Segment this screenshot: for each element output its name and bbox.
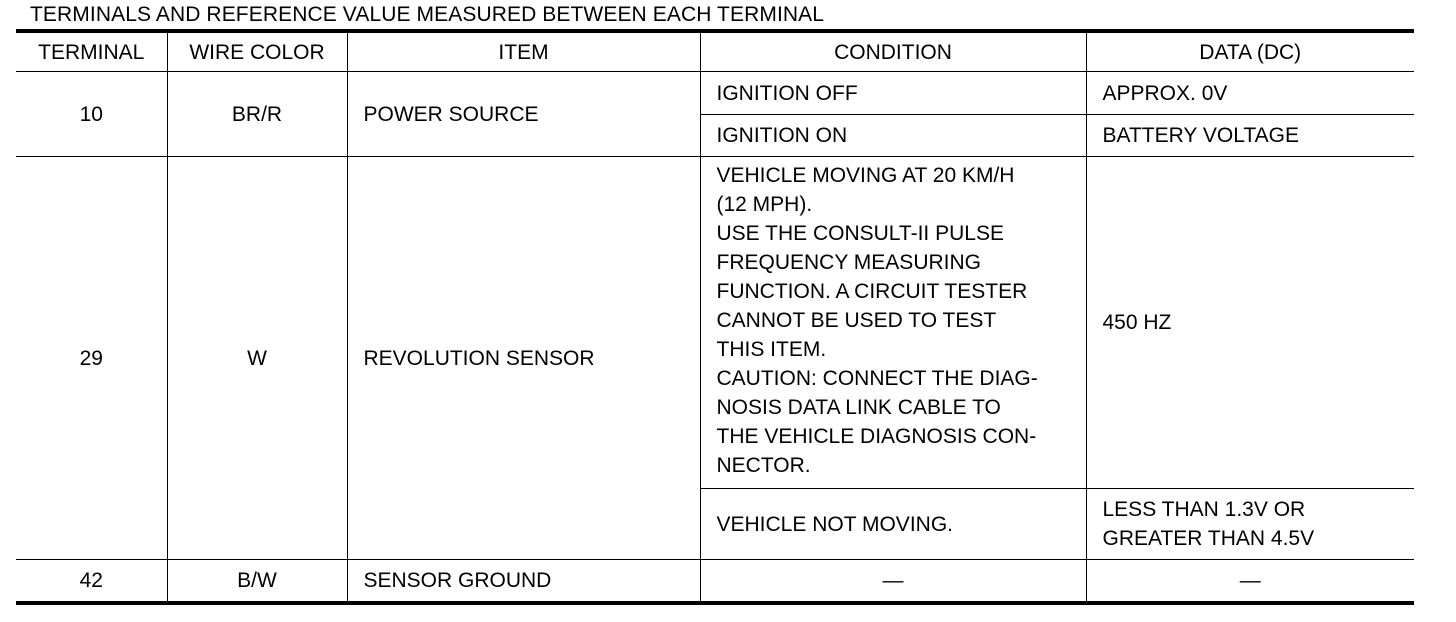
page-title: TERMINALS AND REFERENCE VALUE MEASURED BETWEEN EACH TERMINAL (30, 3, 825, 26)
data-cell: 450 HZ (1086, 157, 1414, 489)
terminal-cell: 29 (16, 157, 167, 560)
terminals-table (16, 29, 1414, 605)
table-row (16, 72, 1414, 115)
item-cell: POWER SOURCE (347, 72, 700, 157)
item-cell: SENSOR GROUND (347, 560, 700, 604)
header-data: DATA (DC) (1086, 31, 1414, 72)
data-cell: — (1086, 560, 1414, 604)
data-cell: LESS THAN 1.3V OR GREATER THAN 4.5V (1086, 489, 1414, 560)
header-condition: CONDITION (700, 31, 1086, 72)
condition-cell: VEHICLE NOT MOVING. (700, 489, 1086, 560)
header-terminal: TERMINAL (16, 31, 167, 72)
wire-color-cell: B/W (167, 560, 347, 604)
header-item: ITEM (347, 31, 700, 72)
terminal-cell: 42 (16, 560, 167, 604)
table-row (16, 157, 1414, 489)
terminal-cell: 10 (16, 72, 167, 157)
wire-color-cell: BR/R (167, 72, 347, 157)
condition-cell: IGNITION OFF (700, 72, 1086, 115)
data-cell: BATTERY VOLTAGE (1086, 115, 1414, 157)
wire-color-cell: W (167, 157, 347, 560)
condition-cell: IGNITION ON (700, 115, 1086, 157)
condition-cell: VEHICLE MOVING AT 20 KM/H (12 MPH). USE THE CONSULT-II PULSE FREQUENCY MEASURING FUNCTION. A CIRCUIT TESTER CANNOT BE USED TO TEST THIS ITEM. CAUTION: CONNECT THE DIAG- NOSIS DATA LINK CABLE TO THE VEHICLE DIAGNOSIS CON- NECTOR. (700, 157, 1086, 489)
header-wire-color: WIRE COLOR (167, 31, 347, 72)
table-row (16, 560, 1414, 604)
item-cell: REVOLUTION SENSOR (347, 157, 700, 560)
condition-cell: — (700, 560, 1086, 604)
data-cell: APPROX. 0V (1086, 72, 1414, 115)
table-header-row (16, 31, 1414, 72)
